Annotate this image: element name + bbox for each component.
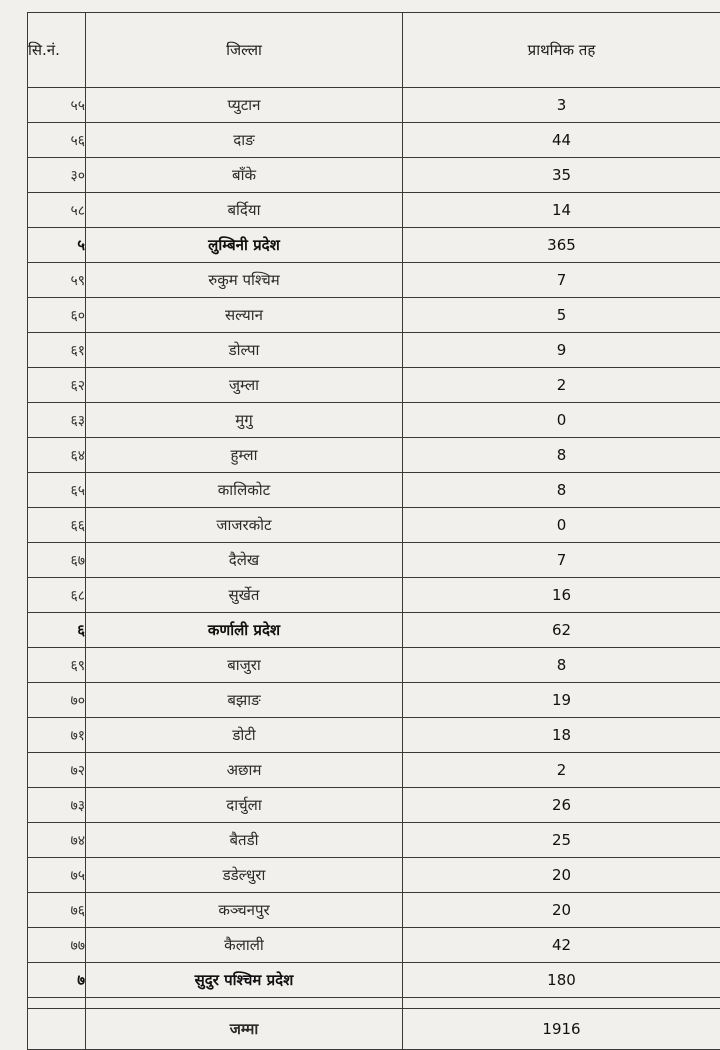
total-value: 1916 [403, 1009, 720, 1050]
table-row [28, 508, 720, 543]
primary-level-count: 8 [403, 473, 720, 508]
table-row [28, 158, 720, 193]
district-name: मुगु [86, 403, 403, 438]
primary-level-count: 14 [403, 193, 720, 228]
serial-number: ५८ [28, 193, 86, 228]
table-row [28, 578, 720, 613]
serial-number: ७२ [28, 753, 86, 788]
district-name: कालिकोट [86, 473, 403, 508]
table-row [28, 88, 720, 123]
district-name: कैलाली [86, 928, 403, 963]
primary-level-count: 25 [403, 823, 720, 858]
table-row [28, 858, 720, 893]
district-name: डोटी [86, 718, 403, 753]
serial-number: ५९ [28, 263, 86, 298]
primary-level-count: 26 [403, 788, 720, 823]
header-serial: सि.नं. [28, 13, 86, 88]
district-name: कञ्चनपुर [86, 893, 403, 928]
district-name: रुकुम पश्चिम [86, 263, 403, 298]
serial-number: ७३ [28, 788, 86, 823]
serial-number: ६९ [28, 648, 86, 683]
serial-number: ७५ [28, 858, 86, 893]
primary-level-count: 7 [403, 543, 720, 578]
primary-level-count: 18 [403, 718, 720, 753]
serial-number: ६८ [28, 578, 86, 613]
serial-number: ५६ [28, 123, 86, 158]
district-name: बझाङ [86, 683, 403, 718]
table-row [28, 123, 720, 158]
serial-number: ६३ [28, 403, 86, 438]
serial-number: ६५ [28, 473, 86, 508]
header-primary-level: प्राथमिक तह [403, 13, 720, 88]
table-row [28, 683, 720, 718]
province-row [28, 613, 720, 648]
table-row [28, 368, 720, 403]
district-name: सुदुर पश्चिम प्रदेश [86, 963, 403, 998]
serial-number: ७४ [28, 823, 86, 858]
primary-level-count: 19 [403, 683, 720, 718]
table-row [28, 718, 720, 753]
serial-number: ६० [28, 298, 86, 333]
table-row [28, 788, 720, 823]
district-name: अछाम [86, 753, 403, 788]
total-serial-cell [28, 1009, 86, 1050]
serial-number: ३० [28, 158, 86, 193]
district-name: दैलेख [86, 543, 403, 578]
serial-number: ६४ [28, 438, 86, 473]
primary-level-count: 2 [403, 368, 720, 403]
primary-level-count: 9 [403, 333, 720, 368]
table-body [28, 88, 720, 1050]
primary-level-count: 180 [403, 963, 720, 998]
serial-number: ६२ [28, 368, 86, 403]
spacer-row [28, 998, 720, 1009]
table-row [28, 648, 720, 683]
primary-level-count: 3 [403, 88, 720, 123]
serial-number: ७७ [28, 928, 86, 963]
district-name: जुम्ला [86, 368, 403, 403]
serial-number: ६७ [28, 543, 86, 578]
primary-level-count: 8 [403, 648, 720, 683]
header-district: जिल्ला [86, 13, 403, 88]
spacer-cell [28, 998, 86, 1009]
primary-level-count: 7 [403, 263, 720, 298]
serial-number: ७० [28, 683, 86, 718]
primary-level-count: 365 [403, 228, 720, 263]
primary-level-count: 0 [403, 403, 720, 438]
table-row [28, 893, 720, 928]
table-row [28, 403, 720, 438]
table-row [28, 823, 720, 858]
table-row [28, 193, 720, 228]
serial-number: ६१ [28, 333, 86, 368]
primary-level-count: 20 [403, 858, 720, 893]
district-table [27, 12, 720, 1050]
district-name: बाजुरा [86, 648, 403, 683]
district-name: बर्दिया [86, 193, 403, 228]
total-row [28, 1009, 720, 1050]
primary-level-count: 42 [403, 928, 720, 963]
district-name: बैतडी [86, 823, 403, 858]
primary-level-count: 16 [403, 578, 720, 613]
serial-number: ७ [28, 963, 86, 998]
district-name: सुर्खेत [86, 578, 403, 613]
serial-number: ७१ [28, 718, 86, 753]
table-row [28, 263, 720, 298]
district-name: डडेल्धुरा [86, 858, 403, 893]
serial-number: ६६ [28, 508, 86, 543]
header-row [28, 13, 720, 88]
primary-level-count: 20 [403, 893, 720, 928]
district-name: प्युटान [86, 88, 403, 123]
table-row [28, 928, 720, 963]
table-row [28, 753, 720, 788]
spacer-cell [403, 998, 720, 1009]
serial-number: ७६ [28, 893, 86, 928]
serial-number: ५ [28, 228, 86, 263]
total-label: जम्मा [86, 1009, 403, 1050]
table-row [28, 298, 720, 333]
district-name: सल्यान [86, 298, 403, 333]
table-row [28, 543, 720, 578]
district-name: बाँके [86, 158, 403, 193]
district-name: कर्णाली प्रदेश [86, 613, 403, 648]
primary-level-count: 62 [403, 613, 720, 648]
table-row [28, 473, 720, 508]
serial-number: ६ [28, 613, 86, 648]
primary-level-count: 0 [403, 508, 720, 543]
serial-number: ५५ [28, 88, 86, 123]
primary-level-count: 35 [403, 158, 720, 193]
table-row [28, 333, 720, 368]
primary-level-count: 44 [403, 123, 720, 158]
province-row [28, 228, 720, 263]
district-name: हुम्ला [86, 438, 403, 473]
spacer-cell [86, 998, 403, 1009]
district-name: लुम्बिनी प्रदेश [86, 228, 403, 263]
district-name: दार्चुला [86, 788, 403, 823]
district-name: दाङ [86, 123, 403, 158]
primary-level-count: 5 [403, 298, 720, 333]
district-name: जाजरकोट [86, 508, 403, 543]
primary-level-count: 8 [403, 438, 720, 473]
table-row [28, 438, 720, 473]
province-row [28, 963, 720, 998]
primary-level-count: 2 [403, 753, 720, 788]
district-name: डोल्पा [86, 333, 403, 368]
